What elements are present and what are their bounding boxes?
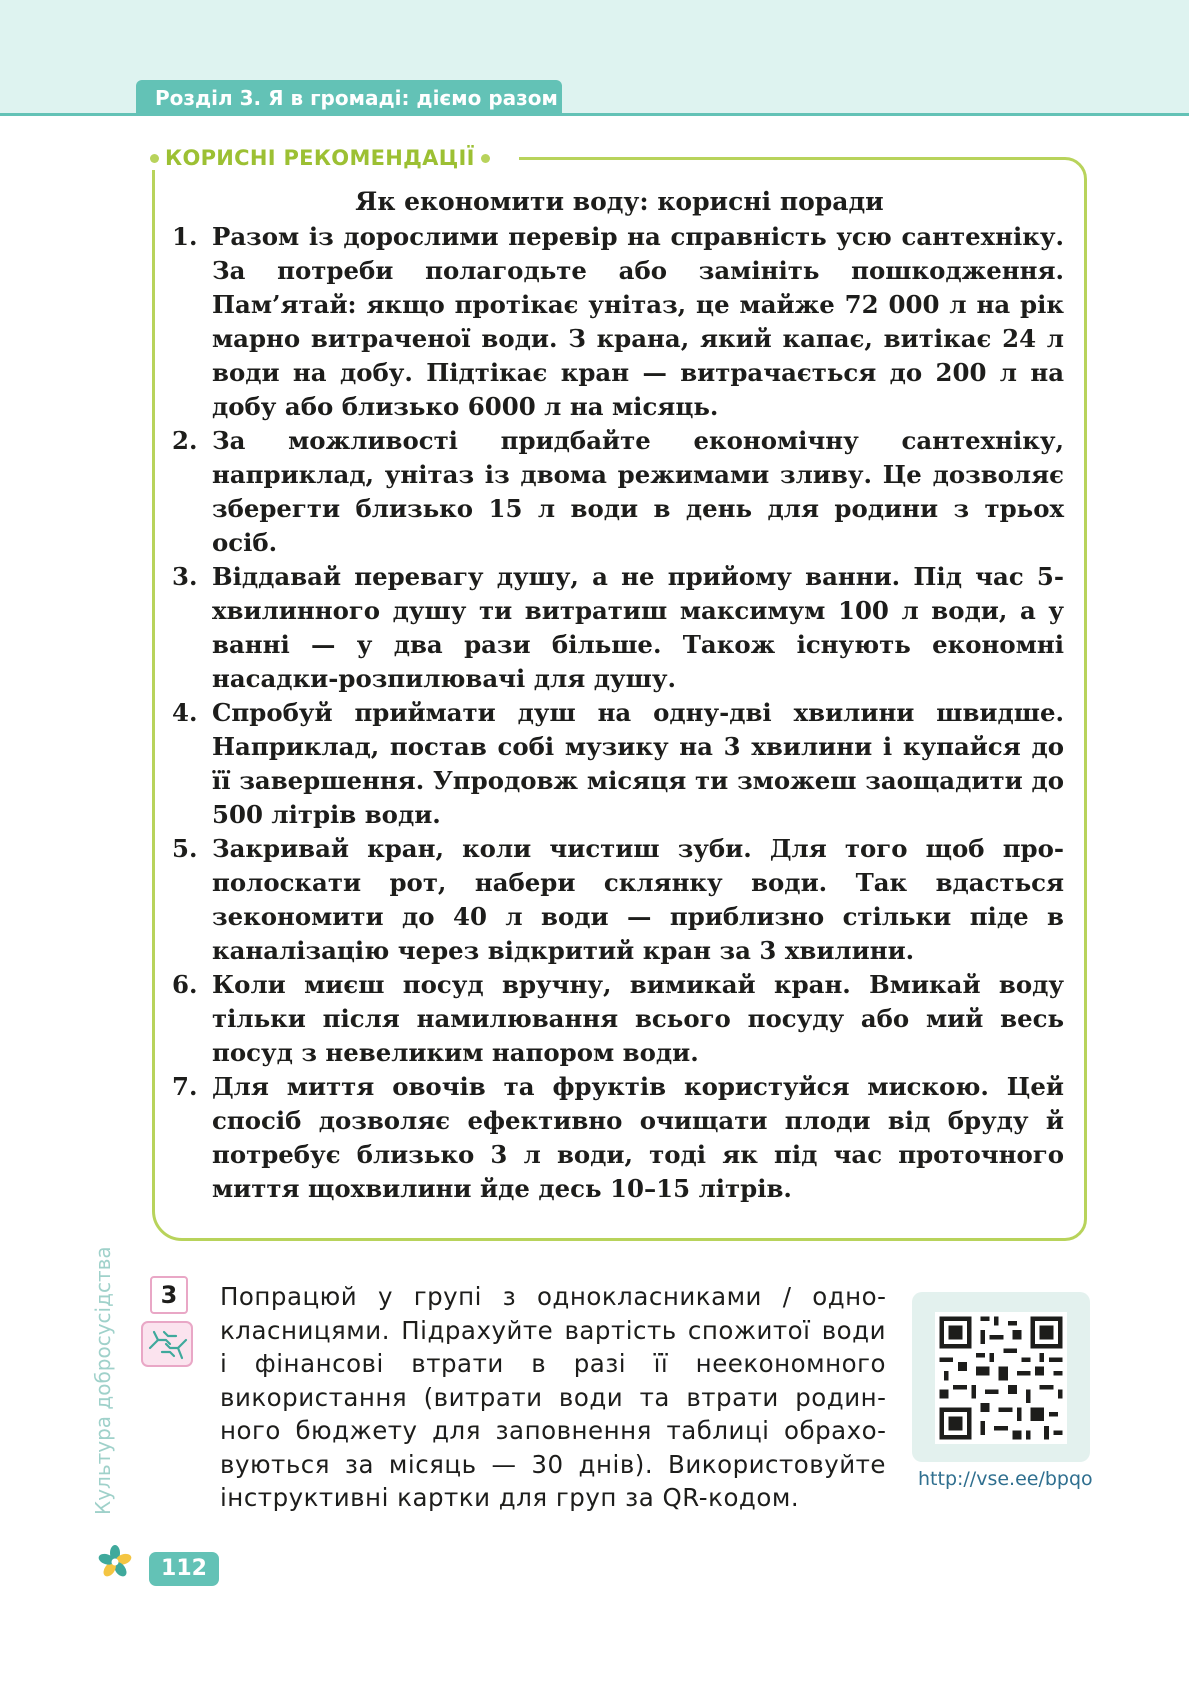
tip-text: Спробуй приймати душ на одну-дві хвилини швидше. Наприклад, постав собі музику на 3 хвилини і купайся до її завершення. Упродовж місяця ти зможеш заощадити до 500 літрів води. <box>212 698 1064 829</box>
tip-text: Разом із дорослими перевір на справність усю сантехніку. За потреби полагодьте або замініть пошкодження. Пам’ятай: якщо протікає унітаз, це майже 72 000 л на рік марно витраченої води. З крана, який капає, витікає 24 л води на добу. Підтікає кран — витрачається до 200 л на добу або близько 6000 л на місяць. <box>212 222 1064 421</box>
bullet-dot <box>481 154 490 163</box>
tip-item <box>172 832 1064 968</box>
bullet-dot <box>150 154 159 163</box>
tip-number: 7. <box>172 1072 198 1101</box>
tip-text: Для миття овочів та фруктів користуйся мискою. Цей спосіб дозволяє ефективно очищати плоди від бруду й потребує близько 3 л води, тоді як під час проточного миття щохвилини йде десь 10–15 літрів. <box>212 1072 1064 1203</box>
qr-link[interactable]: http://vse.ee/bpqo <box>918 1468 1093 1490</box>
tip-item <box>172 220 1064 424</box>
tip-number: 5. <box>172 834 198 863</box>
tip-item <box>172 424 1064 560</box>
task-text: Попрацюй у групі з однокласниками / однокласницями. Підрахуйте вартість спожитої води і фінансові втрати в разі її неекономного використання (витрати води та втрати родинного бюджету для заповнення таблиці обраховуються за місяць — 30 днів). Використовуйте інструктивні картки для груп за QR-кодом. <box>220 1282 886 1512</box>
group-work-icon <box>140 1318 198 1370</box>
tip-number: 2. <box>172 426 198 455</box>
tip-item <box>172 560 1064 696</box>
tip-item <box>172 696 1064 832</box>
tip-item <box>172 1070 1064 1206</box>
tip-number: 4. <box>172 698 198 727</box>
task-number: 3 <box>150 1276 188 1314</box>
tip-text: Закривай кран, коли чистиш зуби. Для того щоб прополоскати рот, набери склянку води. Так вдасться зекономити до 40 л води — приблизно стільки піде в каналізацію через відкритий кран за 3 хвилини. <box>212 834 1064 965</box>
tip-text: Коли миєш посуд вручну, вимикай кран. Вмикай воду тільки після намилювання всього посуду або мий весь посуд з невеликим напором води. <box>212 970 1064 1067</box>
tip-number: 3. <box>172 562 198 591</box>
tips-list <box>172 220 1064 1206</box>
tip-item <box>172 968 1064 1070</box>
tip-text: Віддавай перевагу душу, а не прийому ванни. Під час 5-хвилинного душу ти витратиш максимум 100 л води, а у ванні — у два рази більше. Також існують економні насадки-розпилювачі для душу. <box>212 562 1064 693</box>
article-title: Як економити воду: корисні поради <box>355 187 884 216</box>
tip-text: За можливості придбайте економічну сантехніку, наприклад, унітаз із двома режимами зливу. Це дозволяє зберегти близько 15 л води в день для родини з трьох осіб. <box>212 426 1064 557</box>
qr-code-icon[interactable] <box>935 1312 1067 1444</box>
page-number: 112 <box>149 1552 219 1586</box>
tip-number: 1. <box>172 222 198 251</box>
section-header: Розділ 3. Я в громаді: діємо разом <box>136 80 562 116</box>
recommendations-label-text: КОРИСНІ РЕКОМЕНДАЦІЇ <box>165 146 475 170</box>
side-section-label: Культура добросусідства <box>91 1246 115 1515</box>
tip-number: 6. <box>172 970 198 999</box>
recommendations-label <box>150 144 490 172</box>
flower-icon <box>97 1544 133 1580</box>
